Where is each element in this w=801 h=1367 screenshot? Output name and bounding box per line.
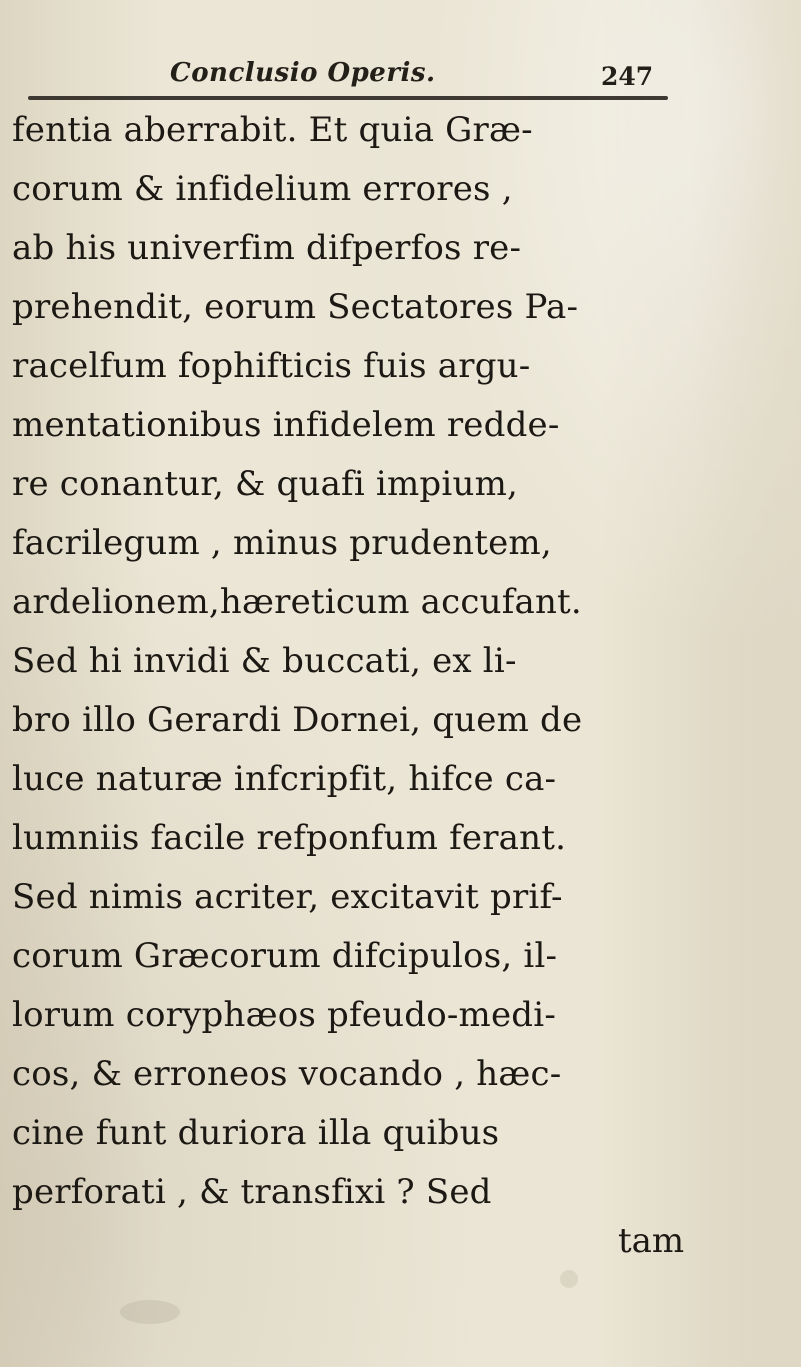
text-line-1: fentia aberrabit. Et quia Græ- (12, 110, 533, 150)
text-line-18: cine funt duriora illa quibus (12, 1113, 500, 1153)
text-line-10: Sed hi invidi & buccati, ex li- (12, 641, 517, 681)
text-line-14: Sed nimis acriter, excitavit prif- (12, 877, 563, 917)
text-line-8: facrilegum , minus prudentem, (12, 523, 552, 563)
text-line-6: mentationibus infidelem redde- (12, 405, 560, 445)
catchword: tam (618, 1221, 685, 1261)
text-line-12: luce naturæ infcripfit, hifce ca- (12, 759, 557, 799)
text-line-3: ab his univerfim difperfos re- (12, 228, 522, 268)
text-line-16: lorum coryphæos pfeudo-medi- (12, 995, 557, 1035)
text-line-13: lumniis facile refponfum ferant. (12, 818, 567, 858)
text-line-19: perforati , & transfixi ? Sed (12, 1172, 492, 1212)
text-line-2: corum & infidelium errores , (12, 169, 513, 209)
text-line-17: cos, & erroneos vocando , hæc- (12, 1054, 562, 1094)
running-title: Conclusio Operis. (170, 58, 436, 88)
page-number: 247 (601, 62, 654, 91)
text-line-7: re conantur, & quafi impium, (12, 464, 519, 504)
text-line-9: ardelionem,hæreticum accufant. (12, 582, 582, 622)
text-line-5: racelfum fophifticis fuis argu- (12, 346, 531, 386)
text-line-11: bro illo Gerardi Dornei, quem de (12, 700, 583, 740)
text-line-15: corum Græcorum difcipulos, il- (12, 936, 558, 976)
text-line-4: prehendit, eorum Sectatores Pa- (12, 287, 579, 327)
